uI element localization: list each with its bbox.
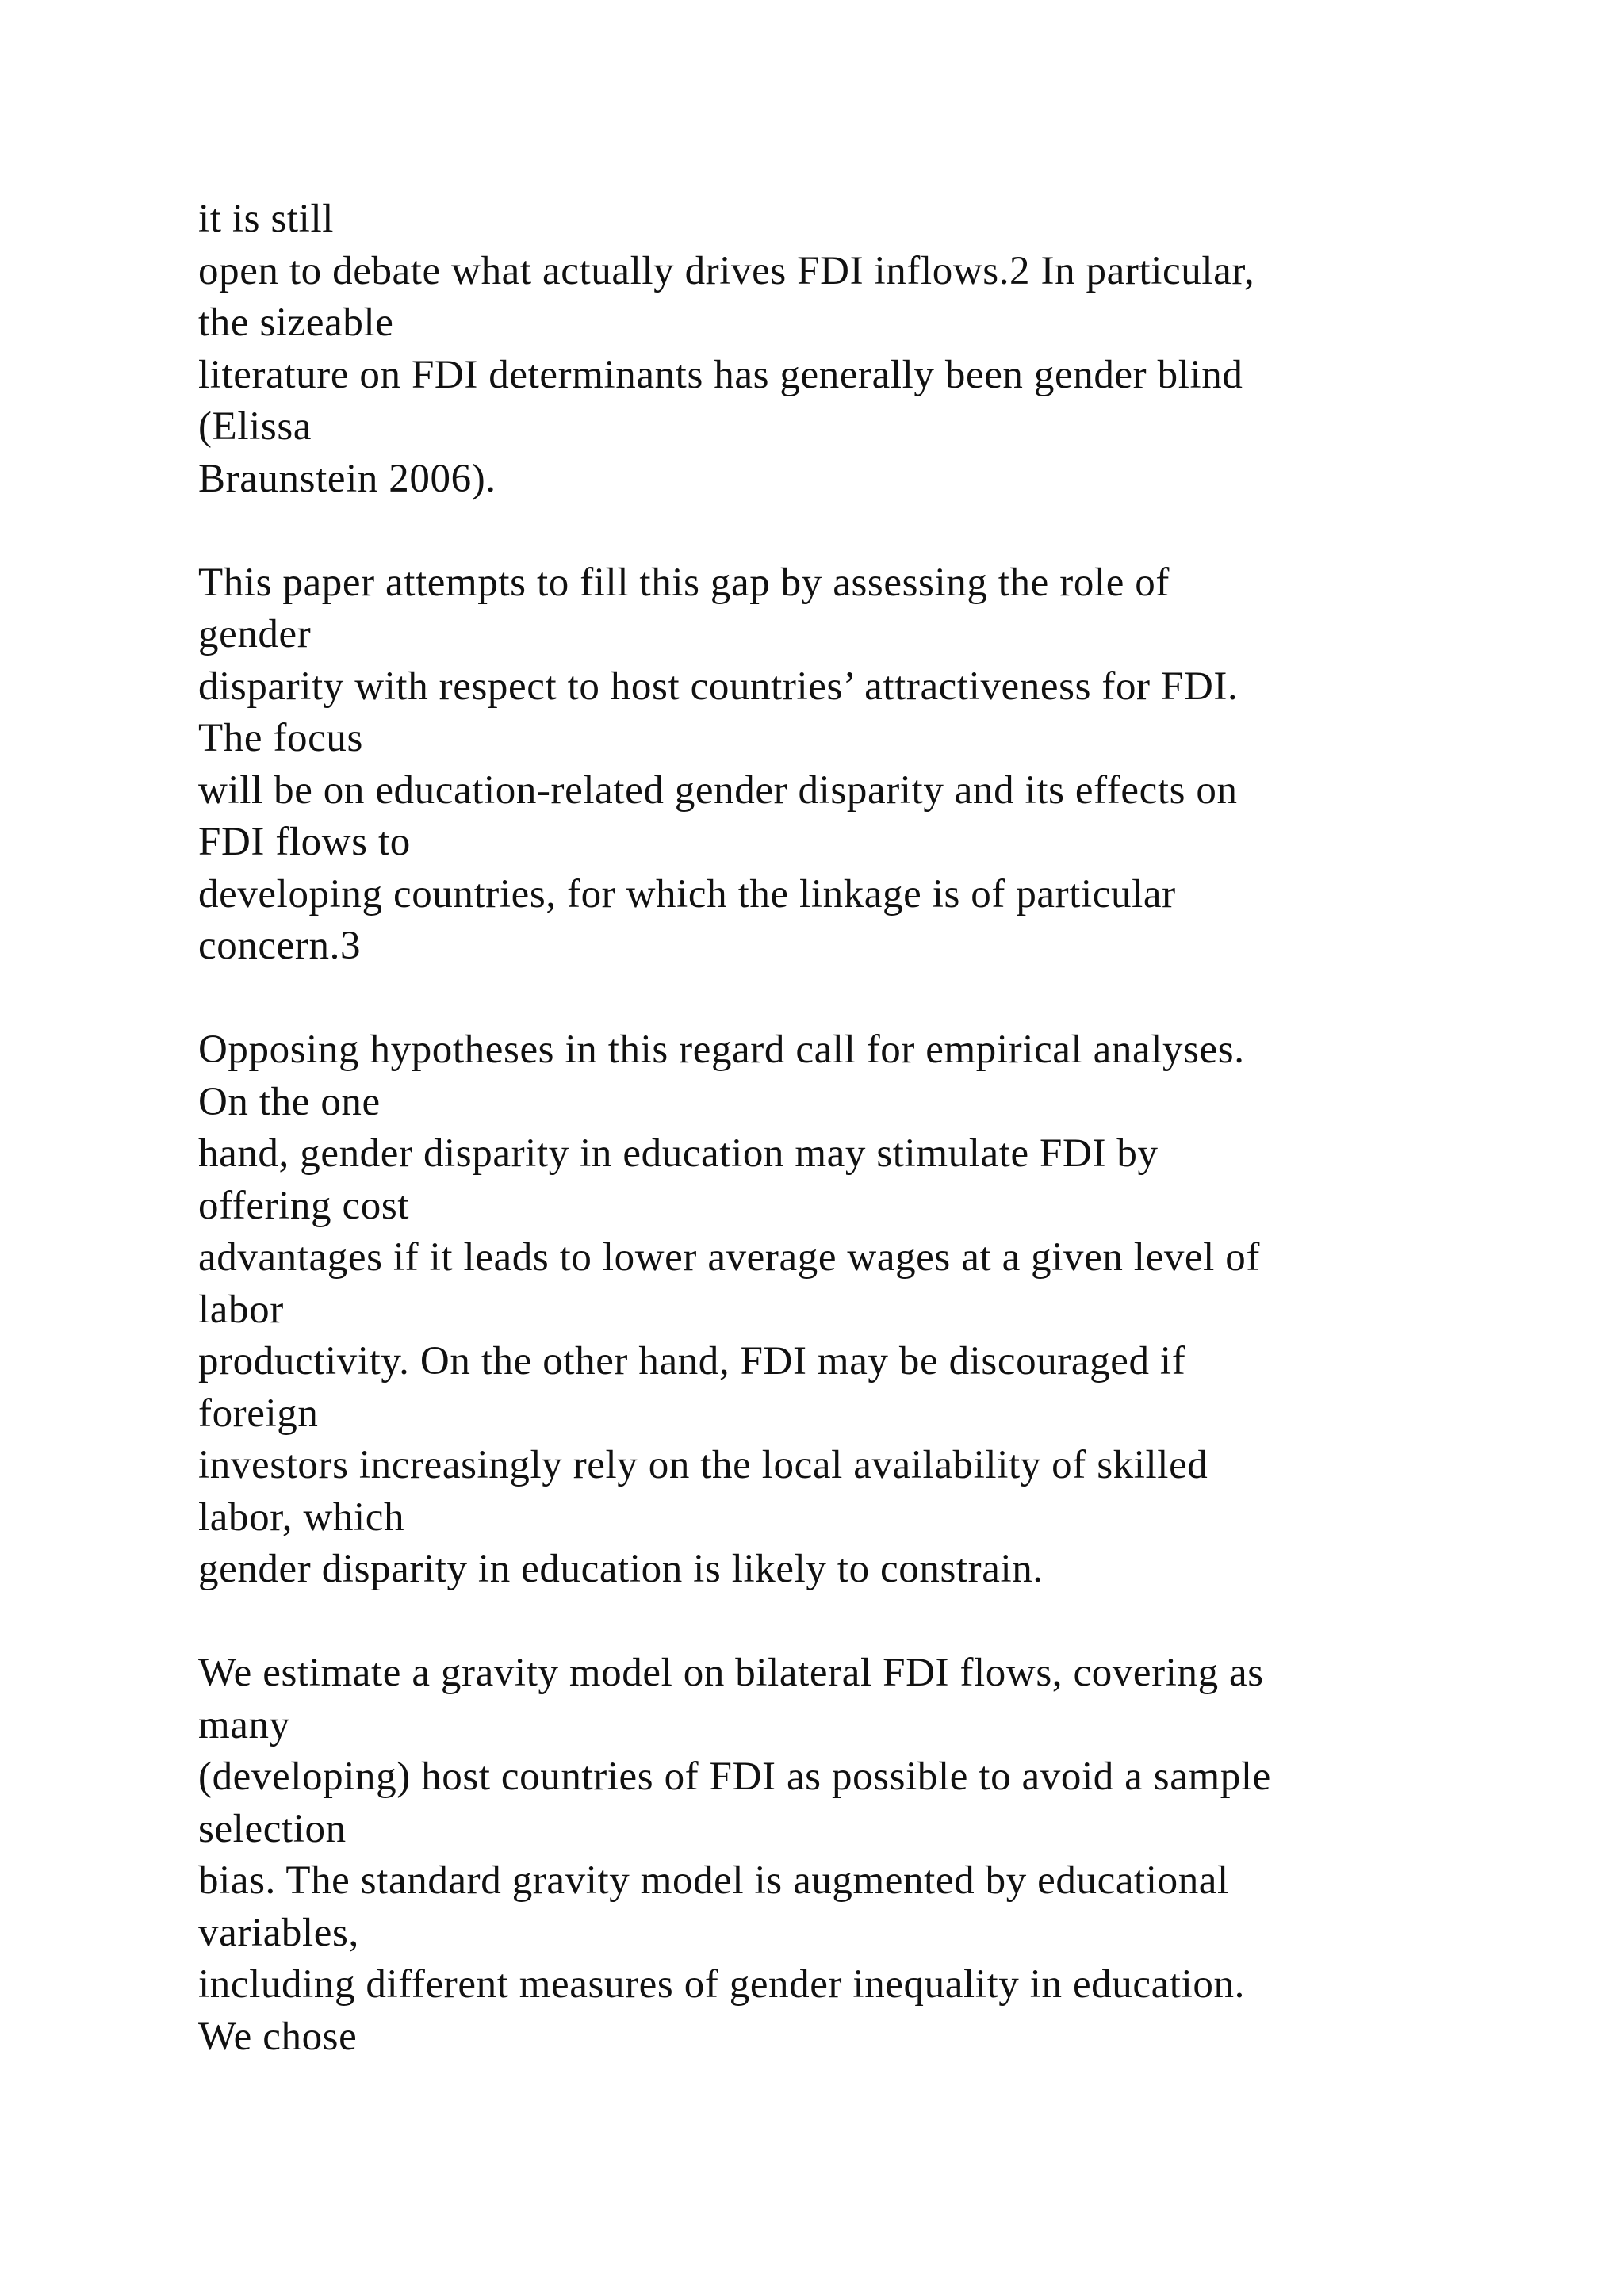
document-body: [198, 193, 1546, 2063]
text-line: The focus: [198, 716, 363, 760]
text-line: variables,: [198, 1910, 359, 1955]
text-line: the sizeable: [198, 300, 394, 345]
text-line: advantages if it leads to lower average wages at a given level of: [198, 1235, 1260, 1280]
text-line: investors increasingly rely on the local availability of skilled: [198, 1443, 1208, 1487]
text-line: productivity. On the other hand, FDI may be discouraged if: [198, 1339, 1186, 1383]
text-line: (Elissa: [198, 404, 312, 449]
text-line: selection: [198, 1806, 347, 1851]
paragraph-2: [198, 557, 1546, 973]
text-line: will be on education-related gender disparity and its effects on: [198, 767, 1238, 813]
text-line: bias. The standard gravity model is augmented by educational: [198, 1858, 1229, 1903]
paragraph-1: [198, 193, 1546, 505]
text-line: hand, gender disparity in education may stimulate FDI by: [198, 1131, 1159, 1176]
text-line: (developing) host countries of FDI as possible to avoid a sample: [198, 1755, 1271, 1799]
text-line: open to debate what actually drives FDI inflows.2 In particular,: [198, 248, 1255, 293]
text-line: gender disparity in education is likely to constrain.: [198, 1547, 1044, 1591]
text-line: We estimate a gravity model on bilateral FDI flows, covering as: [198, 1651, 1264, 1695]
text-line: labor, which: [198, 1494, 405, 1540]
text-line: disparity with respect to host countries’ attractiveness for FDI.: [198, 664, 1239, 709]
text-line: labor: [198, 1287, 284, 1332]
text-line: Braunstein 2006).: [198, 456, 496, 501]
text-line: This paper attempts to fill this gap by assessing the role of: [198, 560, 1170, 605]
text-line: concern.3: [198, 924, 362, 968]
text-line: it is still: [198, 197, 334, 241]
text-line: developing countries, for which the linkage is of particular: [198, 871, 1176, 916]
paragraph-3: [198, 1024, 1546, 1596]
text-line: including different measures of gender inequality in education.: [198, 1962, 1245, 2007]
paragraph-4: [198, 1647, 1546, 2063]
text-line: literature on FDI determinants has generally been gender blind: [198, 352, 1243, 397]
text-line: offering cost: [198, 1183, 410, 1228]
text-line: many: [198, 1702, 290, 1747]
text-line: FDI flows to: [198, 820, 411, 864]
text-line: gender: [198, 612, 312, 656]
text-line: Opposing hypotheses in this regard call for empirical analyses.: [198, 1027, 1245, 1072]
text-line: On the one: [198, 1079, 381, 1124]
text-line: foreign: [198, 1391, 319, 1436]
text-line: We chose: [198, 2014, 358, 2059]
